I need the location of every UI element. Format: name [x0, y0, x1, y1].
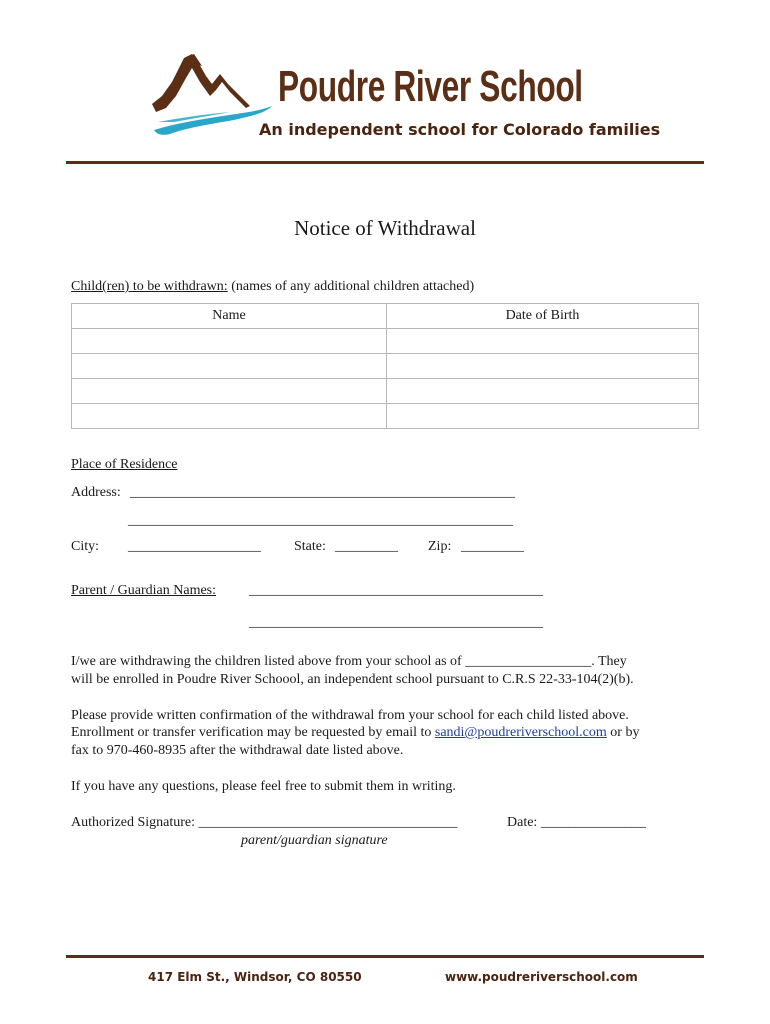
- child-dob-cell[interactable]: [387, 354, 699, 379]
- residence-heading: Place of Residence: [71, 457, 178, 472]
- address-line-1[interactable]: _______________________________________________________: [130, 485, 515, 500]
- table-header-name: Name: [72, 304, 387, 329]
- zip-label: Zip:: [428, 539, 452, 554]
- guardian-label: Parent / Guardian Names:: [71, 583, 217, 598]
- child-dob-cell[interactable]: [387, 404, 699, 429]
- withdrawal-statement-line-2: will be enrolled in Poudre River Schoool, an independent school pursuant to C.R.S 22-33-104(2)(b).: [71, 672, 634, 687]
- page-title: Notice of Withdrawal: [294, 216, 476, 240]
- school-tagline: An independent school for Colorado families: [259, 120, 661, 139]
- children-table: [71, 303, 699, 429]
- children-label: Child(ren) to be withdrawn:: [71, 279, 228, 294]
- guardian-line-1[interactable]: __________________________________________: [249, 583, 543, 598]
- address-label: Address:: [71, 485, 121, 500]
- signature-caption: parent/guardian signature: [241, 833, 388, 848]
- child-name-cell[interactable]: [72, 354, 387, 379]
- confirmation-line-1: Please provide written confirmation of the withdrawal from your school for each child listed above.: [71, 708, 629, 723]
- confirmation-text-end: or by: [606, 725, 640, 740]
- child-dob-cell[interactable]: [387, 329, 699, 354]
- state-label: State:: [294, 539, 326, 554]
- questions-line: If you have any questions, please feel free to submit them in writing.: [71, 779, 456, 794]
- footer-website[interactable]: www.poudreriverschool.com: [445, 970, 638, 984]
- school-name: Poudre River School: [278, 62, 583, 111]
- child-name-cell[interactable]: [72, 404, 387, 429]
- address-line-2[interactable]: _______________________________________________________: [128, 513, 513, 528]
- table-header-dob: Date of Birth: [387, 304, 699, 329]
- zip-field[interactable]: _________: [461, 539, 524, 554]
- child-name-cell[interactable]: [72, 379, 387, 404]
- city-field[interactable]: ___________________: [128, 539, 261, 554]
- confirmation-line-2: [71, 724, 639, 742]
- table-row: [72, 404, 699, 429]
- guardian-line-2[interactable]: __________________________________________: [249, 615, 543, 630]
- children-note: (names of any additional children attached): [231, 279, 475, 294]
- confirmation-line-3: fax to 970-460-8935 after the withdrawal date listed above.: [71, 743, 404, 758]
- footer-address: 417 Elm St., Windsor, CO 80550: [148, 970, 362, 984]
- footer-divider: [66, 955, 704, 958]
- city-label: City:: [71, 539, 100, 554]
- date-field[interactable]: Date: _______________: [507, 815, 646, 830]
- table-row: [72, 354, 699, 379]
- email-link[interactable]: sandi@poudreriverschool.com: [434, 725, 607, 740]
- child-name-cell[interactable]: [72, 329, 387, 354]
- table-row: [72, 329, 699, 354]
- header-divider: [66, 161, 704, 164]
- withdrawal-statement-line-1: I/we are withdrawing the children listed above from your school as of __________________. They: [71, 654, 627, 669]
- state-field[interactable]: _________: [335, 539, 398, 554]
- table-row: [72, 379, 699, 404]
- table-header-row: [72, 304, 699, 329]
- children-section: [71, 278, 474, 296]
- child-dob-cell[interactable]: [387, 379, 699, 404]
- confirmation-text: Enrollment or transfer verification may be requested by email to: [71, 725, 435, 740]
- signature-field[interactable]: Authorized Signature: _____________________________________: [71, 815, 458, 830]
